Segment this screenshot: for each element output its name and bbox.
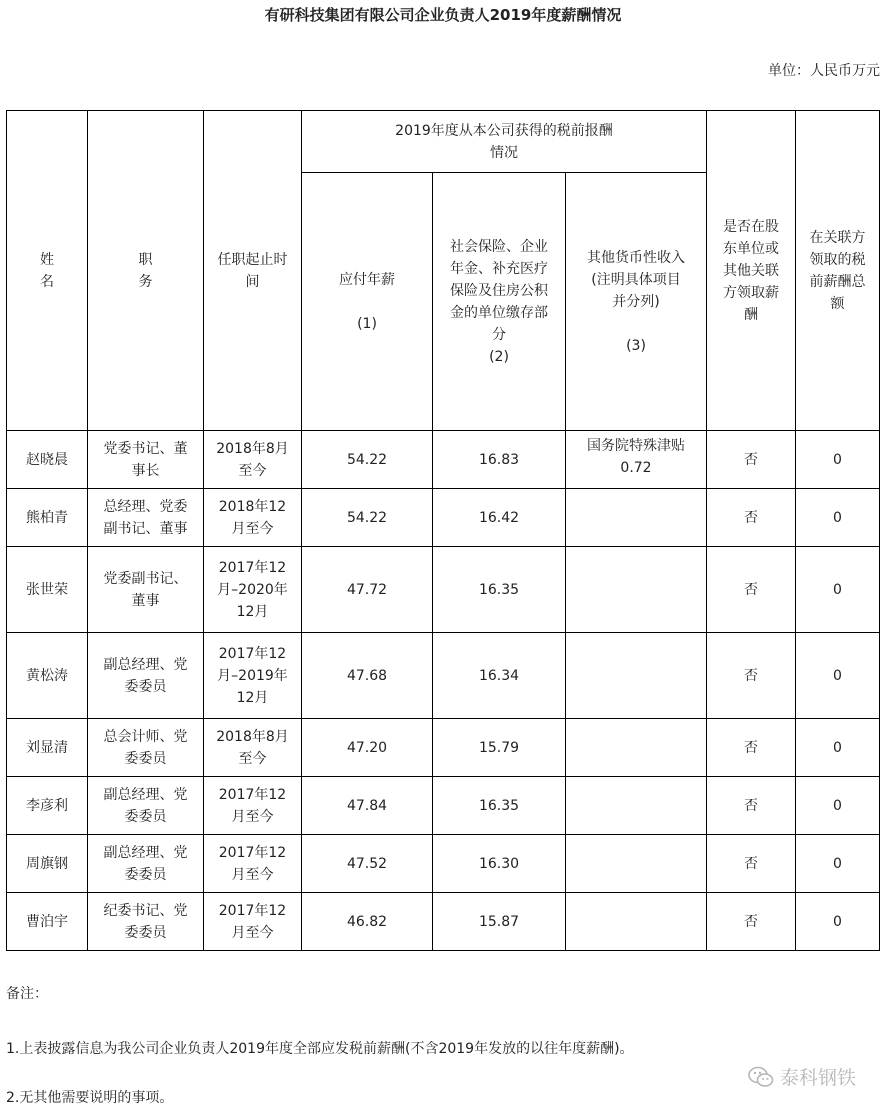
- cell-social: 16.35: [433, 547, 566, 633]
- brand-watermark: [748, 1063, 856, 1090]
- cell-related-total: 0: [796, 489, 880, 547]
- table-row: [7, 547, 880, 633]
- cell-salary: 47.20: [302, 719, 433, 777]
- cell-other: [566, 893, 707, 951]
- cell-position: 党委书记、董 事长: [88, 431, 204, 489]
- cell-position: 纪委书记、党 委委员: [88, 893, 204, 951]
- cell-salary: 54.22: [302, 489, 433, 547]
- note-item: 2.无其他需要说明的事项。: [6, 1090, 174, 1106]
- cell-related: 否: [707, 489, 796, 547]
- currency-unit: 单位：人民币万元: [768, 63, 880, 79]
- cell-term: 2017年12 月–2019年 12月: [204, 633, 302, 719]
- cell-salary: 47.72: [302, 547, 433, 633]
- table-row: [7, 489, 880, 547]
- cell-other: [566, 777, 707, 835]
- cell-other: 国务院特殊津贴 0.72: [566, 431, 707, 489]
- cell-social: 15.87: [433, 893, 566, 951]
- cell-related-total: 0: [796, 633, 880, 719]
- cell-term: 2018年12 月至今: [204, 489, 302, 547]
- cell-term: 2017年12 月至今: [204, 893, 302, 951]
- cell-salary: 47.52: [302, 835, 433, 893]
- cell-related: 否: [707, 777, 796, 835]
- cell-social: 16.42: [433, 489, 566, 547]
- cell-other: [566, 719, 707, 777]
- cell-social: 16.34: [433, 633, 566, 719]
- cell-other: [566, 489, 707, 547]
- cell-related-total: 0: [796, 719, 880, 777]
- cell-term: 2018年8月 至今: [204, 719, 302, 777]
- table-row: [7, 835, 880, 893]
- header-related-pay: 是否在股 东单位或 其他关联 方领取薪 酬: [707, 111, 796, 431]
- cell-name: 曹泊宇: [7, 893, 88, 951]
- wechat-icon: [748, 1066, 774, 1088]
- cell-salary: 47.84: [302, 777, 433, 835]
- cell-name: 李彦利: [7, 777, 88, 835]
- cell-other: [566, 547, 707, 633]
- cell-position: 副总经理、党 委委员: [88, 633, 204, 719]
- table-row: [7, 431, 880, 489]
- cell-related: 否: [707, 547, 796, 633]
- table-row: [7, 719, 880, 777]
- table-row: [7, 777, 880, 835]
- cell-related: 否: [707, 633, 796, 719]
- cell-salary: 47.68: [302, 633, 433, 719]
- cell-term: 2017年12 月至今: [204, 777, 302, 835]
- cell-term: 2018年8月 至今: [204, 431, 302, 489]
- cell-related-total: 0: [796, 835, 880, 893]
- cell-related: 否: [707, 431, 796, 489]
- cell-related-total: 0: [796, 893, 880, 951]
- header-position: 职 务: [88, 111, 204, 431]
- cell-related: 否: [707, 835, 796, 893]
- cell-other: [566, 835, 707, 893]
- header-social: 社会保险、企业 年金、补充医疗 保险及住房公积 金的单位缴存部 分 (2): [433, 173, 566, 431]
- header-related-total: 在关联方 领取的税 前薪酬总 额: [796, 111, 880, 431]
- cell-related-total: 0: [796, 777, 880, 835]
- cell-term: 2017年12 月–2020年 12月: [204, 547, 302, 633]
- header-term: 任职起止时 间: [204, 111, 302, 431]
- cell-related: 否: [707, 893, 796, 951]
- cell-related-total: 0: [796, 431, 880, 489]
- brand-name: 泰科钢铁: [779, 1067, 856, 1089]
- header-pay-group: 2019年度从本公司获得的税前报酬 情况: [302, 111, 707, 173]
- cell-name: 张世荣: [7, 547, 88, 633]
- cell-position: 副总经理、党 委委员: [88, 777, 204, 835]
- header-other: 其他货币性收入 (注明具体项目 并分列) (3): [566, 173, 707, 431]
- cell-name: 黄松涛: [7, 633, 88, 719]
- cell-related: 否: [707, 719, 796, 777]
- cell-social: 16.30: [433, 835, 566, 893]
- cell-other: [566, 633, 707, 719]
- cell-name: 周旗钢: [7, 835, 88, 893]
- header-salary: 应付年薪 (1): [302, 173, 433, 431]
- cell-name: 刘显清: [7, 719, 88, 777]
- note-item: 1.上表披露信息为我公司企业负责人2019年度全部应发税前薪酬(不含2019年发放的以往年度薪酬)。: [6, 1041, 634, 1057]
- cell-position: 总会计师、党 委委员: [88, 719, 204, 777]
- salary-table: [6, 110, 880, 951]
- cell-position: 党委副书记、 董事: [88, 547, 204, 633]
- header-name: 姓 名: [7, 111, 88, 431]
- cell-social: 15.79: [433, 719, 566, 777]
- page-title: 有研科技集团有限公司企业负责人2019年度薪酬情况: [264, 6, 622, 24]
- cell-salary: 54.22: [302, 431, 433, 489]
- cell-related-total: 0: [796, 547, 880, 633]
- cell-social: 16.83: [433, 431, 566, 489]
- cell-name: 熊柏青: [7, 489, 88, 547]
- cell-position: 副总经理、党 委委员: [88, 835, 204, 893]
- table-row: [7, 893, 880, 951]
- cell-term: 2017年12 月至今: [204, 835, 302, 893]
- cell-salary: 46.82: [302, 893, 433, 951]
- cell-social: 16.35: [433, 777, 566, 835]
- table-row: [7, 633, 880, 719]
- notes-label: 备注：: [6, 986, 48, 1002]
- cell-position: 总经理、党委 副书记、董事: [88, 489, 204, 547]
- cell-name: 赵晓晨: [7, 431, 88, 489]
